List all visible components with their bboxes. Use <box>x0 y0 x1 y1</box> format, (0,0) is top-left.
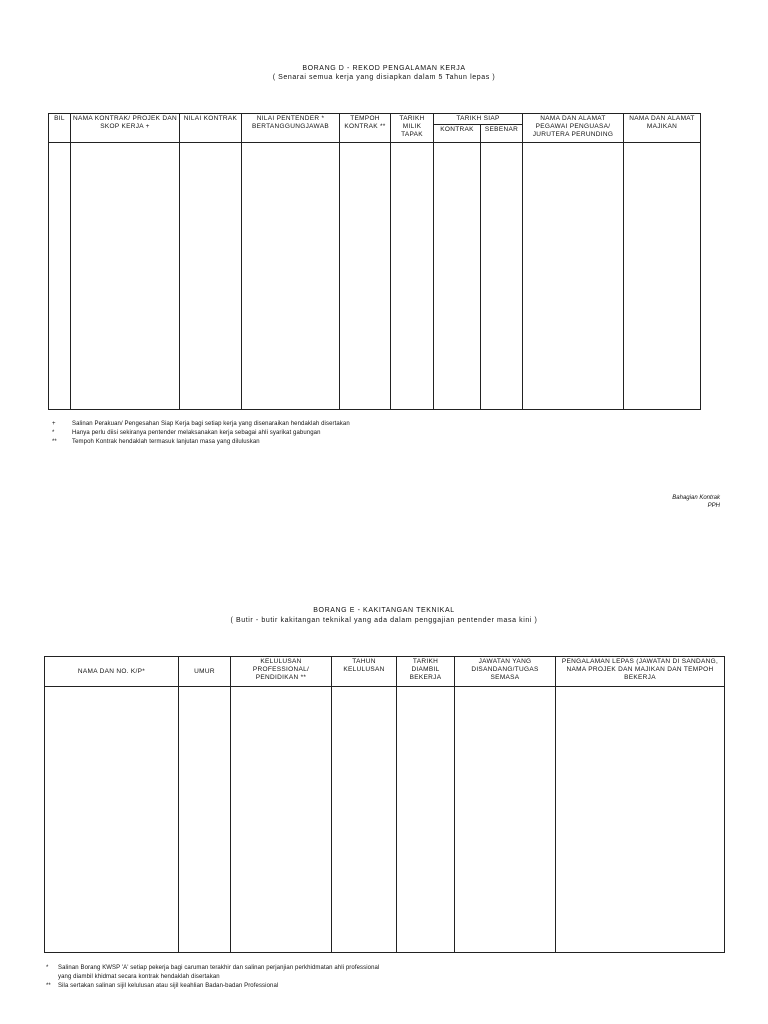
note-text: Sila sertakan salinan sijil kelulusan atau sijil keahlian Badan-badan Professional <box>58 983 279 989</box>
header-kelulusan: KELULUSAN PROFESSIONAL/ PENDIDIKAN ** <box>231 657 332 687</box>
header-nilai-kontrak: NILAI KONTRAK <box>180 114 242 143</box>
blank-cell[interactable] <box>481 143 523 410</box>
borang-e-note-2 <box>46 973 706 981</box>
blank-cell[interactable] <box>180 143 242 410</box>
borang-d-note-1 <box>52 420 652 428</box>
blank-cell[interactable] <box>523 143 624 410</box>
header-nilai-pentender: NILAI PENTENDER * BERTANGGUNGJAWAB <box>242 114 340 143</box>
note-mark: ** <box>46 983 51 989</box>
borang-e-note-3 <box>46 982 706 990</box>
signature-block <box>672 494 720 510</box>
borang-e-table <box>44 656 725 953</box>
header-tarikh-diambil: TARIKH DIAMBIL BEKERJA <box>397 657 455 687</box>
note-text: Salinan Borang KWSP 'A' setiap pekerja bagi caruman terakhir dan salinan perjanjian perkhidmatan ahli professional <box>58 965 380 971</box>
borang-d-note-2 <box>52 429 652 437</box>
header-tarikh-milik-tapak: TARIKH MILIK TAPAK <box>391 114 434 143</box>
borang-e-title: BORANG E - KAKITANGAN TEKNIKAL <box>313 607 455 614</box>
blank-cell[interactable] <box>455 687 556 953</box>
blank-cell[interactable] <box>332 687 397 953</box>
header-tarikh-siap-kontrak: KONTRAK <box>434 125 481 143</box>
header-nama-alamat-pegawai: NAMA DAN ALAMAT PEGAWAI PENGUASA/ JURUTERA PERUNDING <box>523 114 624 143</box>
blank-cell[interactable] <box>397 687 455 953</box>
note-mark: ** <box>52 439 57 445</box>
header-nama: NAMA DAN NO. K/P* <box>45 657 179 687</box>
borang-d-subtitle: ( Senarai semua kerja yang disiapkan dalam 5 Tahun lepas ) <box>272 74 496 81</box>
note-mark: + <box>52 421 56 427</box>
note-text: Tempoh Kontrak hendaklah termasuk lanjutan masa yang diluluskan <box>72 439 260 445</box>
header-nama-kontrak: NAMA KONTRAK/ PROJEK DAN SKOP KERJA + <box>71 114 180 143</box>
blank-cell[interactable] <box>242 143 340 410</box>
borang-d-table <box>48 113 701 410</box>
note-mark: * <box>46 965 49 971</box>
blank-cell[interactable] <box>49 143 71 410</box>
blank-cell[interactable] <box>556 687 725 953</box>
header-tarikh-siap: TARIKH SIAP <box>434 114 523 125</box>
header-tarikh-siap-sebenar: SEBENAR <box>481 125 523 143</box>
header-bil: BIL <box>49 114 71 143</box>
blank-cell[interactable] <box>231 687 332 953</box>
header-tahun-kelulusan: TAHUN KELULUSAN <box>332 657 397 687</box>
signature-line-2: PPH <box>707 503 720 509</box>
blank-cell[interactable] <box>624 143 701 410</box>
note-text: Salinan Perakuan/ Pengesahan Siap Kerja bagi setiap kerja yang disenaraikan hendaklah disertakan <box>72 421 350 427</box>
note-mark: * <box>52 430 55 436</box>
borang-d-blank-row <box>49 143 701 410</box>
header-nama-alamat-majikan: NAMA DAN ALAMAT MAJIKAN <box>624 114 701 143</box>
blank-cell[interactable] <box>45 687 179 953</box>
note-text: yang diambil khidmat secara kontrak hendaklah disertakan <box>58 974 220 980</box>
header-jawatan: JAWATAN YANG DISANDANG/TUGAS SEMASA <box>455 657 556 687</box>
borang-e-note-1 <box>46 964 706 972</box>
note-text: Hanya perlu diisi sekiranya pentender melaksanakan kerja sebagai ahli syarikat gabungan <box>72 430 321 436</box>
blank-cell[interactable] <box>340 143 391 410</box>
header-pengalaman: PENGALAMAN LEPAS (JAWATAN DI SANDANG, NAMA PROJEK DAN MAJIKAN DAN TEMPOH BEKERJA <box>556 657 725 687</box>
borang-e-subtitle: ( Butir - butir kakitangan teknikal yang ada dalam penggajian pentender masa kini ) <box>230 617 538 624</box>
borang-d-title: BORANG D - REKOD PENGALAMAN KERJA <box>302 65 466 72</box>
blank-cell[interactable] <box>71 143 180 410</box>
header-tempoh-kontrak: TEMPOH KONTRAK ** <box>340 114 391 143</box>
blank-cell[interactable] <box>391 143 434 410</box>
borang-d-note-3 <box>52 438 652 446</box>
borang-e-blank-row <box>45 687 725 953</box>
header-umur: UMUR <box>179 657 231 687</box>
blank-cell[interactable] <box>434 143 481 410</box>
signature-line-1: Bahagian Kontrak <box>672 495 720 501</box>
blank-cell[interactable] <box>179 687 231 953</box>
